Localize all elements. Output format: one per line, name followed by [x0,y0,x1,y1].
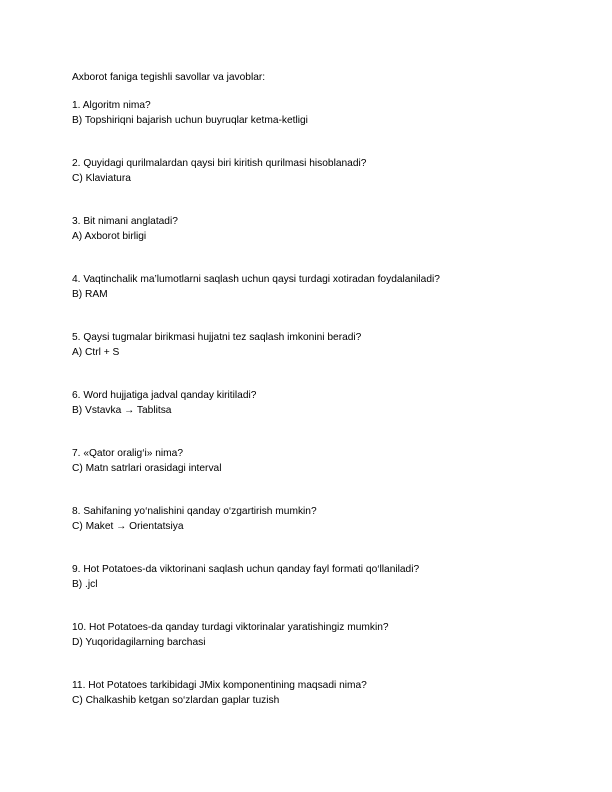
qa-item [72,388,552,418]
question-text: 8. Sahifaning yo‘nalishini qanday o‘zgartirish mumkin? [72,506,317,517]
qa-item [72,330,552,360]
answer-text: B) RAM [72,289,108,300]
question-text: 7. «Qator oralig‘i» nima? [72,448,183,459]
answer-text: B) .jcl [72,579,98,590]
qa-item [72,214,552,244]
question-text: 11. Hot Potatoes tarkibidagi JMix komponentining maqsadi nima? [72,680,367,691]
answer-text: B) Vstavka → Tablitsa [72,405,172,416]
question-text: 4. Vaqtinchalik ma’lumotlarni saqlash uchun qaysi turdagi xotiradan foydalaniladi? [72,274,440,285]
question-text: 3. Bit nimani anglatadi? [72,216,178,227]
answer-text: B) Topshiriqni bajarish uchun buyruqlar ketma-ketligi [72,115,308,126]
answer-text: C) Matn satrlari orasidagi interval [72,463,222,474]
qa-item [72,620,552,650]
question-text: 5. Qaysi tugmalar birikmasi hujjatni tez saqlash imkonini beradi? [72,332,362,343]
document-page [72,70,552,736]
qa-list [72,98,552,708]
qa-item [72,504,552,534]
question-text: 1. Algoritm nima? [72,100,151,111]
answer-text: A) Ctrl + S [72,347,120,358]
document-intro: Axborot faniga tegishli savollar va javoblar: [72,72,266,83]
qa-item [72,446,552,476]
question-text: 9. Hot Potatoes-da viktorinani saqlash uchun qanday fayl formati qo‘llaniladi? [72,564,420,575]
qa-item [72,272,552,302]
question-text: 10. Hot Potatoes-da qanday turdagi viktorinalar yaratishingiz mumkin? [72,622,389,633]
answer-text: C) Chalkashib ketgan so‘zlardan gaplar tuzish [72,695,280,706]
question-text: 6. Word hujjatiga jadval qanday kiritiladi? [72,390,257,401]
qa-item [72,678,552,708]
answer-text: D) Yuqoridagilarning barchasi [72,637,206,648]
question-text: 2. Quyidagi qurilmalardan qaysi biri kiritish qurilmasi hisoblanadi? [72,158,367,169]
answer-text: A) Axborot birligi [72,231,147,242]
qa-item [72,98,552,128]
qa-item [72,156,552,186]
answer-text: C) Klaviatura [72,173,131,184]
qa-item [72,562,552,592]
answer-text: C) Maket → Orientatsiya [72,521,184,532]
